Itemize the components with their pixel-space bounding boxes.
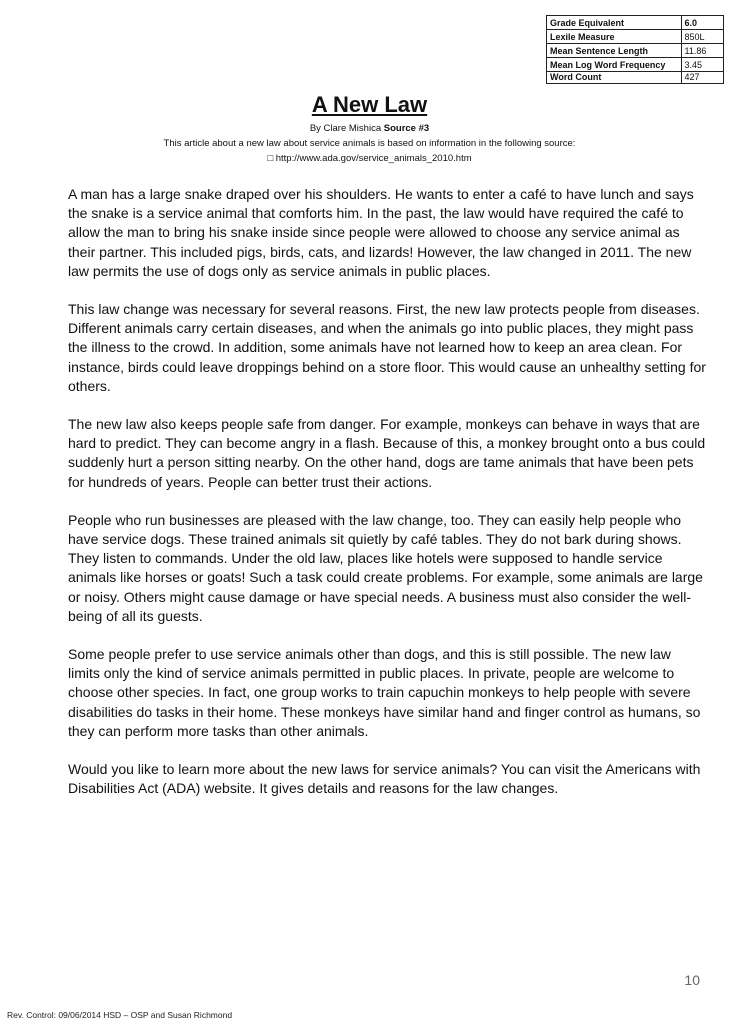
stat-label: Word Count bbox=[547, 72, 682, 84]
stat-value: 850L bbox=[681, 30, 723, 44]
stat-row-mean-log-word-frequency bbox=[547, 58, 724, 72]
stat-value: 11.86 bbox=[681, 44, 723, 58]
article-title: A New Law bbox=[311, 92, 428, 117]
stat-value: 3.45 bbox=[681, 58, 723, 72]
stat-row-mean-sentence-length bbox=[547, 44, 724, 58]
article-paragraph: People who run businesses are pleased with the law change, too. They can easily help people who have service dogs. These trained animals sit quietly by café tables. They do not bark during shows. They listen to commands. Under the old law, places like hotels were supposed to handle service animals like horses or goats! Such a task could create problems. For example, some animals are large or noisy. Others might cause damage or have special needs. A business must also consider the well-being of all its guests. bbox=[68, 511, 703, 624]
page-number: 10 bbox=[684, 972, 700, 988]
article-body bbox=[68, 185, 706, 817]
text-statistics-table bbox=[546, 15, 724, 84]
revision-control-note: Rev. Control: 09/06/2014 HSD – OSP and Susan Richmond bbox=[7, 1010, 233, 1020]
source-description: This article about a new law about service animals is based on information in the following source: bbox=[163, 138, 576, 149]
stat-label: Grade Equivalent bbox=[547, 16, 682, 30]
author-name: By Clare Mishica bbox=[309, 123, 382, 134]
stat-row-grade-equivalent bbox=[547, 16, 724, 30]
article-paragraph: Some people prefer to use service animals other than dogs, and this is still possible. The new law limits only the kind of service animals permitted in public places. In private, people are welcome to choose other species. In fact, one group works to train capuchin monkeys to help people with severe disabilities do tasks in their home. These monkeys have similar hand and finger control as humans, so they can perform more tasks than other animals. bbox=[68, 646, 701, 739]
source-url: □ http://www.ada.gov/service_animals_2010.htm bbox=[267, 153, 472, 164]
article-paragraph: Would you like to learn more about the new laws for service animals? You can visit the Americans with Disabilities Act (ADA) website. It gives details and reasons for the law changes. bbox=[68, 761, 701, 797]
stat-value: 427 bbox=[681, 72, 723, 84]
stat-label: Lexile Measure bbox=[547, 30, 682, 44]
article-paragraph: A man has a large snake draped over his shoulders. He wants to enter a café to have lunch and says the snake is a service animal that comforts him. In the past, the law would have required the café to allow the man to bring his snake inside since people were allowed to choose any service animal as their partner. This included pigs, birds, cats, and lizards! However, the law changed in 2011. The new law permits the use of dogs only as service animals in public places. bbox=[68, 186, 694, 279]
source-tag: Source #3 bbox=[383, 123, 430, 134]
stat-value: 6.0 bbox=[681, 16, 723, 30]
stat-label: Mean Log Word Frequency bbox=[547, 58, 682, 72]
stat-label: Mean Sentence Length bbox=[547, 44, 682, 58]
article-paragraph: This law change was necessary for several reasons. First, the new law protects people from diseases. Different animals carry certain diseases, and when the animals go into public places, they might pass the illness to the crowd. In addition, some animals have not learned how to keep an area clean. For instance, birds could leave droppings behind on a store floor. This would cause an unhealthy setting for others. bbox=[68, 301, 706, 394]
stat-row-lexile-measure bbox=[547, 30, 724, 44]
stat-row-word-count bbox=[547, 72, 724, 84]
article-paragraph: The new law also keeps people safe from danger. For example, monkeys can behave in ways that are hard to predict. They can become angry in a flash. Because of this, a monkey brought onto a bus could suddenly hurt a person sitting nearby. On the other hand, dogs are tame animals that have been pets for hundreds of years. People can better trust their actions. bbox=[68, 416, 706, 490]
byline bbox=[0, 123, 739, 134]
